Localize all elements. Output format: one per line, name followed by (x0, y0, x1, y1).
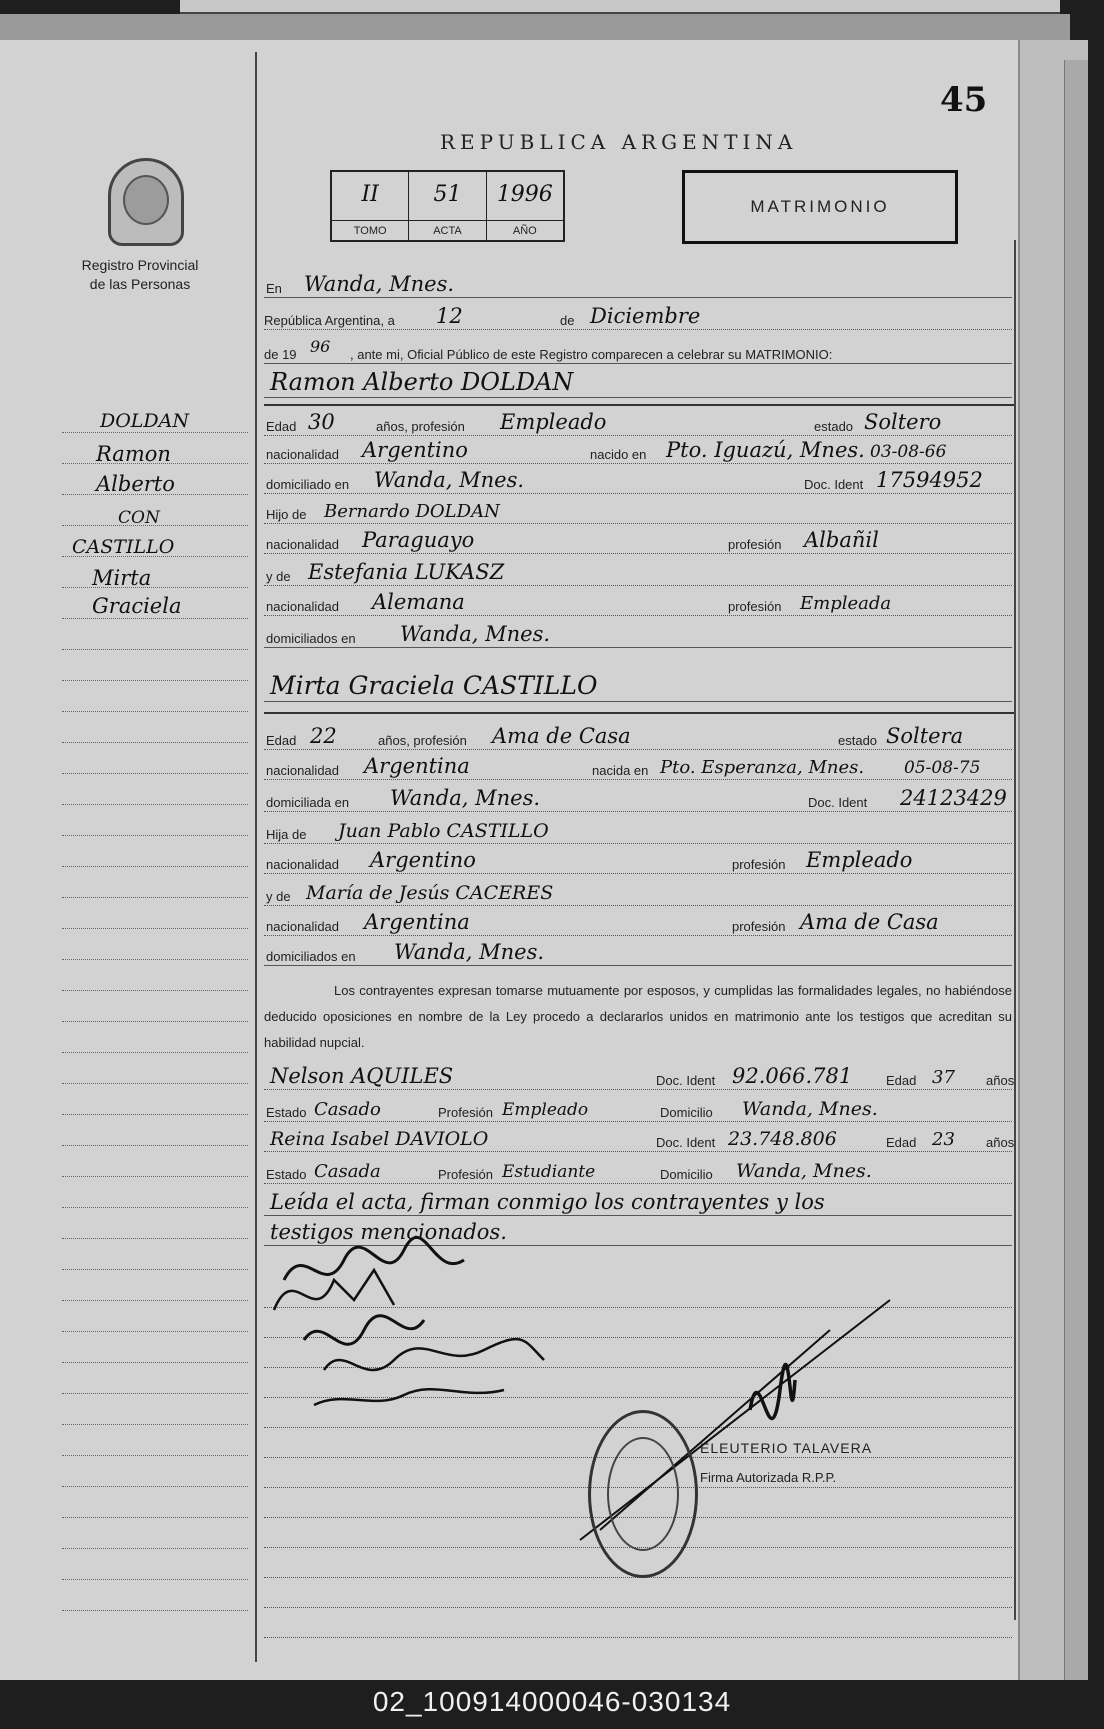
groom-civil-status: Soltero (864, 410, 942, 434)
edad-label: Edad (266, 419, 297, 434)
groom-mother-profession: Empleada (800, 593, 892, 614)
bride-mother-nat-line (264, 908, 1012, 938)
margin-rule-line (62, 1331, 248, 1332)
place-line (264, 270, 1012, 300)
de-label: de (560, 313, 575, 328)
margin-rule-line (62, 897, 248, 898)
margin-rule-line (62, 866, 248, 867)
official-name: ELEUTERIO TALAVERA (700, 1440, 873, 1456)
groom-father-profession: Albañil (804, 528, 879, 552)
bride-name: Mirta Graciela CASTILLO (270, 671, 598, 700)
domiciliados-label: domiciliados en (266, 631, 356, 646)
acta-label: ACTA (409, 220, 485, 240)
groom-mother-nat-line (264, 588, 1012, 618)
witness-edad-label: Edad (886, 1073, 917, 1088)
groom-birthplace: Pto. Iguazú, Mnes. (666, 438, 865, 462)
en-label: En (266, 281, 282, 296)
witness2-doc: 23.748.806 (728, 1128, 837, 1150)
year-line (264, 336, 1012, 366)
seal-emblem (123, 175, 169, 225)
margin-rule-line (62, 1393, 248, 1394)
country-heading: REPUBLICA ARGENTINA (440, 130, 798, 154)
groom-nationality-line (264, 436, 1012, 466)
bride-civil-status: Soltera (886, 724, 964, 748)
month-value: Diciembre (590, 304, 701, 328)
bride-doc-id: 24123429 (900, 786, 1007, 810)
groom-father-line (264, 496, 1012, 526)
place-value: Wanda, Mnes. (304, 272, 455, 296)
registry-name (60, 256, 220, 294)
bride-mother-nationality: Argentina (364, 910, 470, 934)
margin-rule-line (62, 1486, 248, 1487)
bride-mother-line (264, 878, 1012, 908)
blank-writing-line (264, 1582, 1012, 1610)
margin-rule-line (62, 1114, 248, 1115)
bride-profession: Ama de Casa (492, 724, 631, 748)
margin-rule-line (62, 1300, 248, 1301)
groom-father-nationality: Paraguayo (362, 528, 475, 552)
nacido-en-label: nacido en (590, 447, 647, 462)
bride-parents-domicile-line (264, 938, 1012, 968)
margin-rule-line (62, 835, 248, 836)
bride-parents-domicile: Wanda, Mnes. (394, 940, 545, 964)
margin-bride-name1: Mirta (92, 566, 152, 590)
domiciliados-label: domiciliados en (266, 949, 356, 964)
anos-profesion-label: años, profesión (376, 419, 465, 434)
groom-nationality: Argentino (362, 438, 468, 462)
witness2-name: Reina Isabel DAVIOLO (270, 1128, 489, 1150)
profesion-label: profesión (732, 857, 786, 872)
groom-parents-domicile-line (264, 620, 1012, 650)
registry-name-line1: Registro Provincial (81, 257, 199, 273)
document-id: 02_100914000046-030134 (372, 1686, 732, 1717)
groom-parents-domicile: Wanda, Mnes. (400, 622, 551, 646)
closing-text-1: Leída el acta, firman conmigo los contrayentes y los (270, 1190, 825, 1214)
act-type-box: MATRIMONIO (682, 170, 958, 244)
margin-rule-line (62, 680, 248, 681)
margin-groom-name1: Ramon (96, 442, 171, 466)
profesion-label: profesión (728, 537, 782, 552)
margin-rule-line (62, 742, 248, 743)
republica-label: República Argentina, a (264, 313, 395, 328)
witness1-line (264, 1062, 1015, 1092)
witness1-status: Casado (314, 1099, 381, 1120)
acta-reference-box (330, 170, 565, 242)
witness1-detail-line (264, 1094, 1012, 1124)
domiciliada-label: domiciliada en (266, 795, 350, 810)
page-number: 45 (940, 80, 988, 120)
doc-ident-label: Doc. Ident (804, 477, 864, 492)
closing-line-1 (264, 1188, 1012, 1218)
y-de-label: y de (266, 889, 291, 904)
bride-mother-profession: Ama de Casa (800, 910, 939, 934)
groom-domicile-line (264, 466, 1012, 496)
margin-rule-line (62, 1517, 248, 1518)
nacionalidad-label: nacionalidad (266, 537, 340, 552)
witness-edad-label: Edad (886, 1135, 917, 1150)
bride-father-nationality: Argentino (370, 848, 476, 872)
year-value: 96 (310, 337, 331, 356)
blank-writing-line (264, 1612, 1012, 1640)
witness2-detail-line (264, 1156, 1012, 1186)
groom-name: Ramon Alberto DOLDAN (270, 368, 574, 396)
nacionalidad-label: nacionalidad (266, 599, 340, 614)
witness1-doc: 92.066.781 (732, 1064, 853, 1088)
groom-age: 30 (308, 410, 335, 434)
bride-age: 22 (310, 724, 337, 748)
witness-estado-label: Estado (266, 1167, 307, 1182)
witness-anos-label: años (986, 1135, 1015, 1150)
estado-label: estado (814, 419, 854, 434)
margin-rule-line (62, 804, 248, 805)
witness2-domicile: Wanda, Mnes. (736, 1160, 872, 1182)
margin-bride-name2: Graciela (92, 594, 182, 618)
margin-groom-name2: Alberto (96, 472, 175, 496)
witness-doc-label: Doc. Ident (656, 1073, 716, 1088)
margin-rule-line (62, 1424, 248, 1425)
margin-rule-line (62, 1021, 248, 1022)
margin-rule-line (62, 711, 248, 712)
margin-rule-line (62, 1176, 248, 1177)
witness-profesion-label: Profesión (438, 1105, 493, 1120)
year-prefix: de 19 (264, 347, 297, 362)
frame-rule (1014, 240, 1016, 1620)
margin-rule-line (62, 1548, 248, 1549)
groom-doc-id: 17594952 (876, 468, 983, 492)
tomo-label: TOMO (332, 220, 408, 240)
margin-rule-line (62, 1362, 248, 1363)
bride-father-nat-line (264, 846, 1012, 876)
margin-rule-line (62, 1269, 248, 1270)
witness1-domicile: Wanda, Mnes. (742, 1098, 878, 1120)
intro-text: , ante mi, Oficial Público de este Registro comparecen a celebrar su MATRIMONIO: (350, 347, 833, 362)
top-sheet-edge (180, 0, 1060, 14)
doc-ident-label: Doc. Ident (808, 795, 868, 810)
hija-de-label: Hija de (266, 827, 307, 842)
groom-profession: Empleado (500, 410, 607, 434)
acta-value: 51 (433, 182, 462, 207)
edad-label: Edad (266, 733, 297, 748)
ano-value: 1996 (496, 182, 553, 207)
nacionalidad-label: nacionalidad (266, 857, 340, 872)
margin-rule (255, 52, 257, 1662)
margin-bride-surname: CASTILLO (72, 536, 175, 558)
anos-profesion-label: años, profesión (378, 733, 467, 748)
margin-groom-surname: DOLDAN (100, 410, 190, 432)
acta-cell (409, 172, 486, 240)
witness2-status: Casada (314, 1161, 381, 1182)
margin-rule-line (62, 1238, 248, 1239)
date-line (264, 302, 1012, 332)
tomo-cell (332, 172, 409, 240)
closing-text-2: testigos mencionados. (270, 1220, 507, 1244)
margin-rule-line (62, 1610, 248, 1611)
witness-domicilio-label: Domicilio (660, 1167, 713, 1182)
margin-rule-line (62, 587, 248, 588)
bride-domicile-line (264, 784, 1012, 814)
witness-estado-label: Estado (266, 1105, 307, 1120)
page-stack-edge-back (1064, 60, 1088, 1680)
official-stamp (588, 1410, 698, 1578)
margin-rule-line (62, 649, 248, 650)
ano-cell (487, 172, 563, 240)
y-de-label: y de (266, 569, 291, 584)
groom-age-line (264, 408, 1012, 438)
margin-rule-line (62, 618, 248, 619)
margin-rule-line (62, 1145, 248, 1146)
stamp-inner-ring (607, 1437, 679, 1551)
margin-rule-line (62, 1455, 248, 1456)
bride-domicile: Wanda, Mnes. (390, 786, 541, 810)
bride-father: Juan Pablo CASTILLO (338, 820, 549, 842)
bride-name-line (264, 666, 1012, 704)
groom-mother: Estefania LUKASZ (308, 560, 505, 584)
estado-label: estado (838, 733, 878, 748)
bride-nationality: Argentina (364, 754, 470, 778)
bride-age-line (264, 722, 1012, 752)
margin-rule-line (62, 1083, 248, 1084)
witness-anos-label: años (986, 1073, 1015, 1088)
profesion-label: profesión (728, 599, 782, 614)
groom-father: Bernardo DOLDAN (324, 501, 500, 522)
groom-separator (264, 404, 1014, 406)
bride-separator (264, 712, 1014, 714)
witness1-name: Nelson AQUILES (270, 1064, 454, 1088)
hijo-de-label: Hijo de (266, 507, 307, 522)
margin-rule-line (62, 990, 248, 991)
witness-profesion-label: Profesión (438, 1167, 493, 1182)
groom-father-nat-line (264, 526, 1012, 556)
nacida-en-label: nacida en (592, 763, 649, 778)
margin-rule-line (62, 773, 248, 774)
margin-rule-line (62, 1207, 248, 1208)
witness1-age: 37 (932, 1067, 955, 1088)
bride-mother: María de Jesús CACERES (306, 882, 554, 904)
registry-name-line2: de las Personas (89, 276, 191, 292)
domiciliado-label: domiciliado en (266, 477, 350, 492)
bride-birthdate: 05-08-75 (904, 758, 981, 778)
bride-birthplace: Pto. Esperanza, Mnes. (660, 757, 865, 778)
witness1-profession: Empleado (502, 1100, 589, 1120)
witness2-age: 23 (932, 1129, 955, 1150)
witness-doc-label: Doc. Ident (656, 1135, 716, 1150)
nacionalidad-label: nacionalidad (266, 447, 340, 462)
bride-father-line (264, 816, 1012, 846)
margin-rule-line (62, 928, 248, 929)
witness-domicilio-label: Domicilio (660, 1105, 713, 1120)
margin-rule-line (62, 432, 248, 433)
margin-rule-line (62, 1579, 248, 1580)
witness2-profession: Estudiante (502, 1162, 596, 1182)
witness2-line (264, 1124, 1015, 1154)
margin-con: CON (118, 508, 160, 528)
bride-father-profession: Empleado (806, 848, 913, 872)
tomo-value: II (361, 182, 379, 207)
official-title: Firma Autorizada R.P.P. (700, 1470, 837, 1485)
nacionalidad-label: nacionalidad (266, 919, 340, 934)
margin-rule-line (62, 1052, 248, 1053)
ano-label: AÑO (487, 220, 563, 240)
groom-mother-nationality: Alemana (372, 590, 465, 614)
registry-seal-icon (108, 158, 184, 246)
profesion-label: profesión (732, 919, 786, 934)
bride-nationality-line (264, 752, 1012, 782)
margin-rule-line (62, 959, 248, 960)
day-value: 12 (436, 304, 463, 328)
groom-domicile: Wanda, Mnes. (374, 468, 525, 492)
groom-mother-line (264, 558, 1012, 588)
groom-name-line (264, 366, 1012, 400)
nacionalidad-label: nacionalidad (266, 763, 340, 778)
declaration-text: Los contrayentes expresan tomarse mutuamente por esposos, y cumplidas las formalidades legales, no habiéndose deducido oposiciones en nombre de la Ley procedo a declararlos unidos en matrimonio ante los testigos que acreditan su habilidad nupcial. (264, 983, 1012, 1050)
groom-birthdate: 03-08-66 (870, 442, 947, 462)
